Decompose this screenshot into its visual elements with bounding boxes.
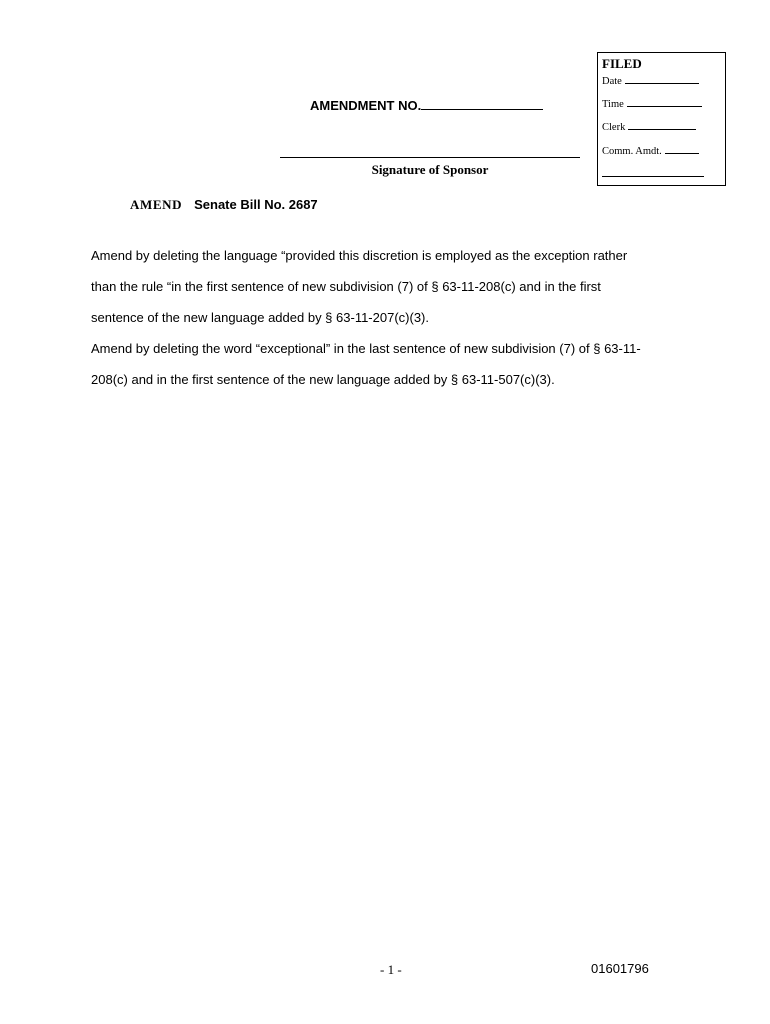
document-number: 01601796 xyxy=(591,961,649,976)
sponsor-signature-label: Signature of Sponsor xyxy=(371,162,489,177)
filed-extra-field xyxy=(602,167,704,181)
filed-comm-amdt-field xyxy=(602,144,699,158)
filed-date-blank xyxy=(625,74,699,84)
filed-date-field xyxy=(602,74,699,88)
amendment-number xyxy=(310,97,543,113)
filed-time-blank xyxy=(627,97,702,107)
filed-comm-amdt-label: Comm. Amdt. xyxy=(602,146,662,157)
body-line: 208(c) and in the first sentence of the new language added by § 63-11-507(c)(3). xyxy=(91,372,555,387)
amend-word: AMEND xyxy=(130,197,183,212)
filed-date-label: Date xyxy=(602,76,622,87)
filed-extra-blank xyxy=(602,167,704,177)
body-line: Amend by deleting the language “provided this discretion is employed as the exception rather xyxy=(91,248,628,263)
body-line: than the rule “in the first sentence of new subdivision (7) of § 63-11-208(c) and in the first xyxy=(91,279,601,294)
filed-clerk-field xyxy=(602,120,696,134)
amendment-number-label: AMENDMENT NO. xyxy=(310,98,422,113)
amendment-number-blank xyxy=(421,97,543,110)
body-line: sentence of the new language added by § 63-11-207(c)(3). xyxy=(91,310,429,325)
body-line: Amend by deleting the word “exceptional” in the last sentence of new subdivision (7) of § 63-11- xyxy=(91,341,641,356)
amendment-body xyxy=(91,240,691,395)
filed-comm-amdt-blank xyxy=(665,144,699,154)
filed-clerk-label: Clerk xyxy=(602,122,626,133)
amend-heading xyxy=(130,196,318,214)
sponsor-signature-line xyxy=(280,157,580,158)
filed-title: FILED xyxy=(602,56,642,71)
bill-reference: Senate Bill No. 2687 xyxy=(194,197,318,212)
filed-box xyxy=(597,52,726,186)
filed-time-label: Time xyxy=(602,99,624,110)
filed-time-field xyxy=(602,97,702,111)
filed-clerk-blank xyxy=(628,120,696,130)
page-number: - 1 - xyxy=(380,962,402,977)
